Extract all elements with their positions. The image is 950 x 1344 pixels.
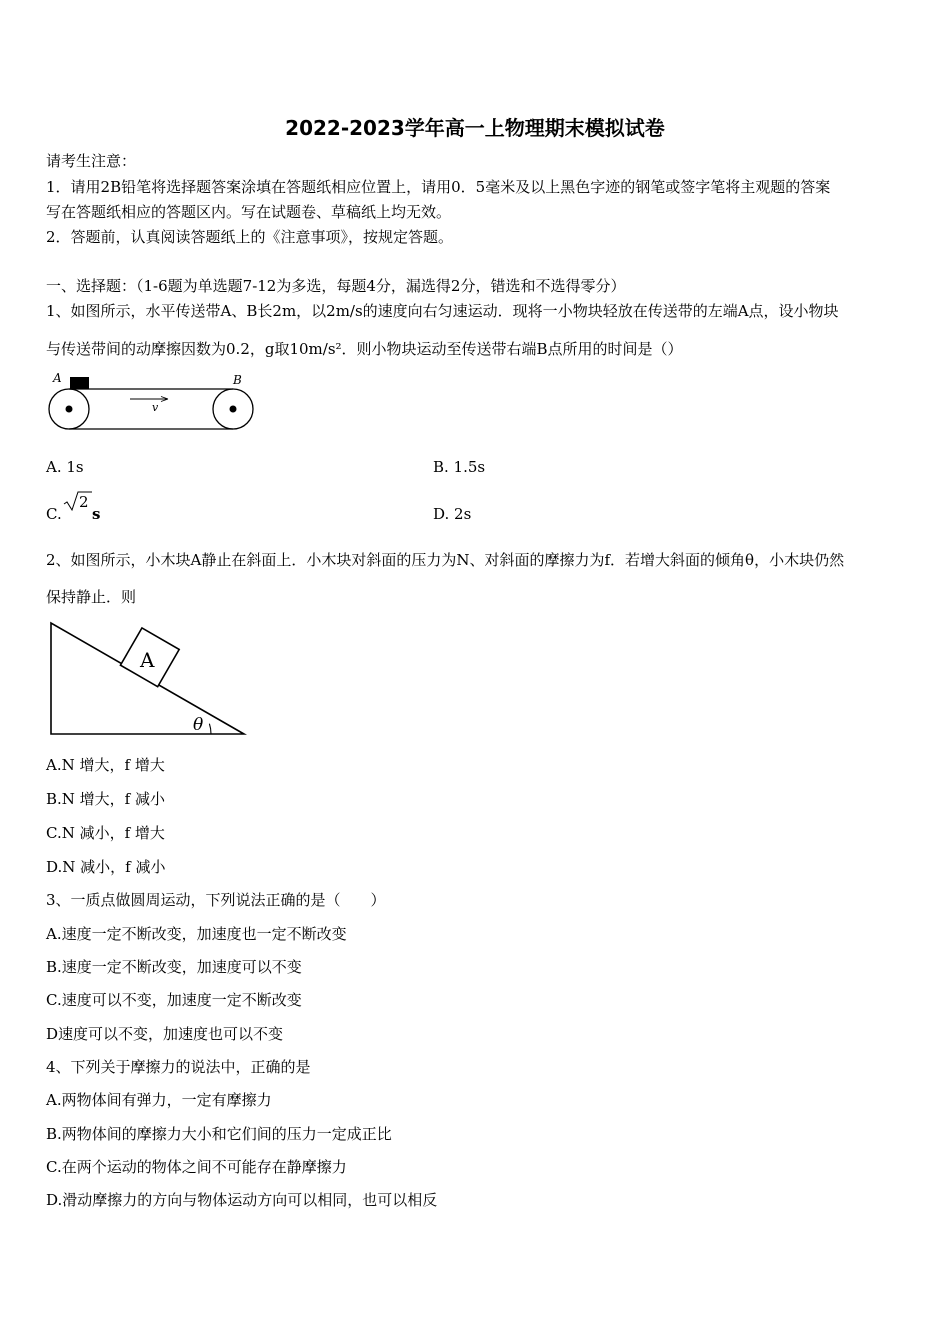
- notice-line-1b: 写在答题纸相应的答题区内。写在试题卷、草稿纸上均无效。: [46, 203, 452, 221]
- incline-figure: [46, 618, 250, 740]
- sqrt-sign: [62, 488, 94, 514]
- q3-option-a: A.速度一定不断改变，加速度也一定不断改变: [46, 925, 347, 943]
- q2-stem-line-1: 2、如图所示，小木块A静止在斜面上．小木块对斜面的压力为N、对斜面的摩擦力为f．若增大斜面的倾角θ，小木块仍然: [46, 551, 845, 569]
- q1-option-c-unit: s: [92, 505, 101, 523]
- q1-option-a: A. 1s: [46, 458, 84, 476]
- small-block: [70, 377, 89, 389]
- label-b: B: [233, 373, 242, 387]
- q1-option-b: B. 1.5s: [433, 458, 486, 476]
- q3-option-c: C.速度可以不变，加速度一定不断改变: [46, 991, 302, 1009]
- q4-option-c: C.在两个运动的物体之间不可能存在静摩擦力: [46, 1158, 347, 1176]
- q1-stem-line-1: 1、如图所示，水平传送带A、B长2m，以2m/s的速度向右匀速运动．现将一小物块轻放在传送带的左端A点，设小物块: [46, 302, 839, 320]
- q2-option-b: B.N 增大，f 减小: [46, 790, 166, 808]
- conveyor-belt-figure: [44, 368, 260, 434]
- right-pulley-axle: [230, 406, 237, 413]
- page-title: 2022-2023学年高一上物理期末模拟试卷: [285, 116, 665, 140]
- angle-label: θ: [193, 715, 204, 735]
- q3-stem: 3、一质点做圆周运动，下列说法正确的是（ ）: [46, 891, 386, 909]
- q2-stem-line-2: 保持静止．则: [46, 588, 137, 606]
- q3-option-b: B.速度一定不断改变，加速度可以不变: [46, 958, 302, 976]
- notice-line-2: 2．答题前，认真阅读答题纸上的《注意事项》，按规定答题。: [46, 228, 454, 246]
- notice-line-1a: 1．请用2B铅笔将选择题答案涂填在答题纸相应位置上，请用0．5毫米及以上黑色字迹的钢笔或签字笔将主观题的答案: [46, 178, 831, 196]
- label-v: v: [152, 401, 159, 414]
- q4-stem: 4、下列关于摩擦力的说法中，正确的是: [46, 1058, 311, 1076]
- notice-heading: 请考生注意：: [46, 152, 137, 170]
- q3-option-d: D速度可以不变，加速度也可以不变: [46, 1025, 284, 1043]
- q4-option-b: B.两物体间的摩擦力大小和它们间的压力一定成正比: [46, 1125, 392, 1143]
- section-heading: 一、选择题：（1-6题为单选题7-12为多选，每题4分，漏选得2分，错选和不选得零分）: [46, 277, 626, 295]
- left-pulley-axle: [66, 406, 73, 413]
- label-a: A: [53, 371, 62, 385]
- q1-option-d: D. 2s: [433, 505, 472, 523]
- q2-option-c: C.N 减小，f 增大: [46, 824, 165, 842]
- q1-stem-line-2: 与传送带间的动摩擦因数为0.2，g取10m/s²．则小物块运动至传送带右端B点所用的时间是（）: [46, 340, 683, 358]
- q1-option-c-radicand: 2: [79, 493, 89, 511]
- q4-option-d: D.滑动摩擦力的方向与物体运动方向可以相同，也可以相反: [46, 1191, 438, 1209]
- q2-option-a: A.N 增大，f 增大: [46, 756, 165, 774]
- q4-option-a: A.两物体间有弹力，一定有摩擦力: [46, 1091, 272, 1109]
- angle-arc: [209, 724, 211, 734]
- q1-option-c-prefix: C.: [46, 505, 62, 523]
- q1-option-c: [46, 504, 62, 524]
- q2-option-d: D.N 减小，f 减小: [46, 858, 166, 876]
- block-label: A: [140, 648, 155, 672]
